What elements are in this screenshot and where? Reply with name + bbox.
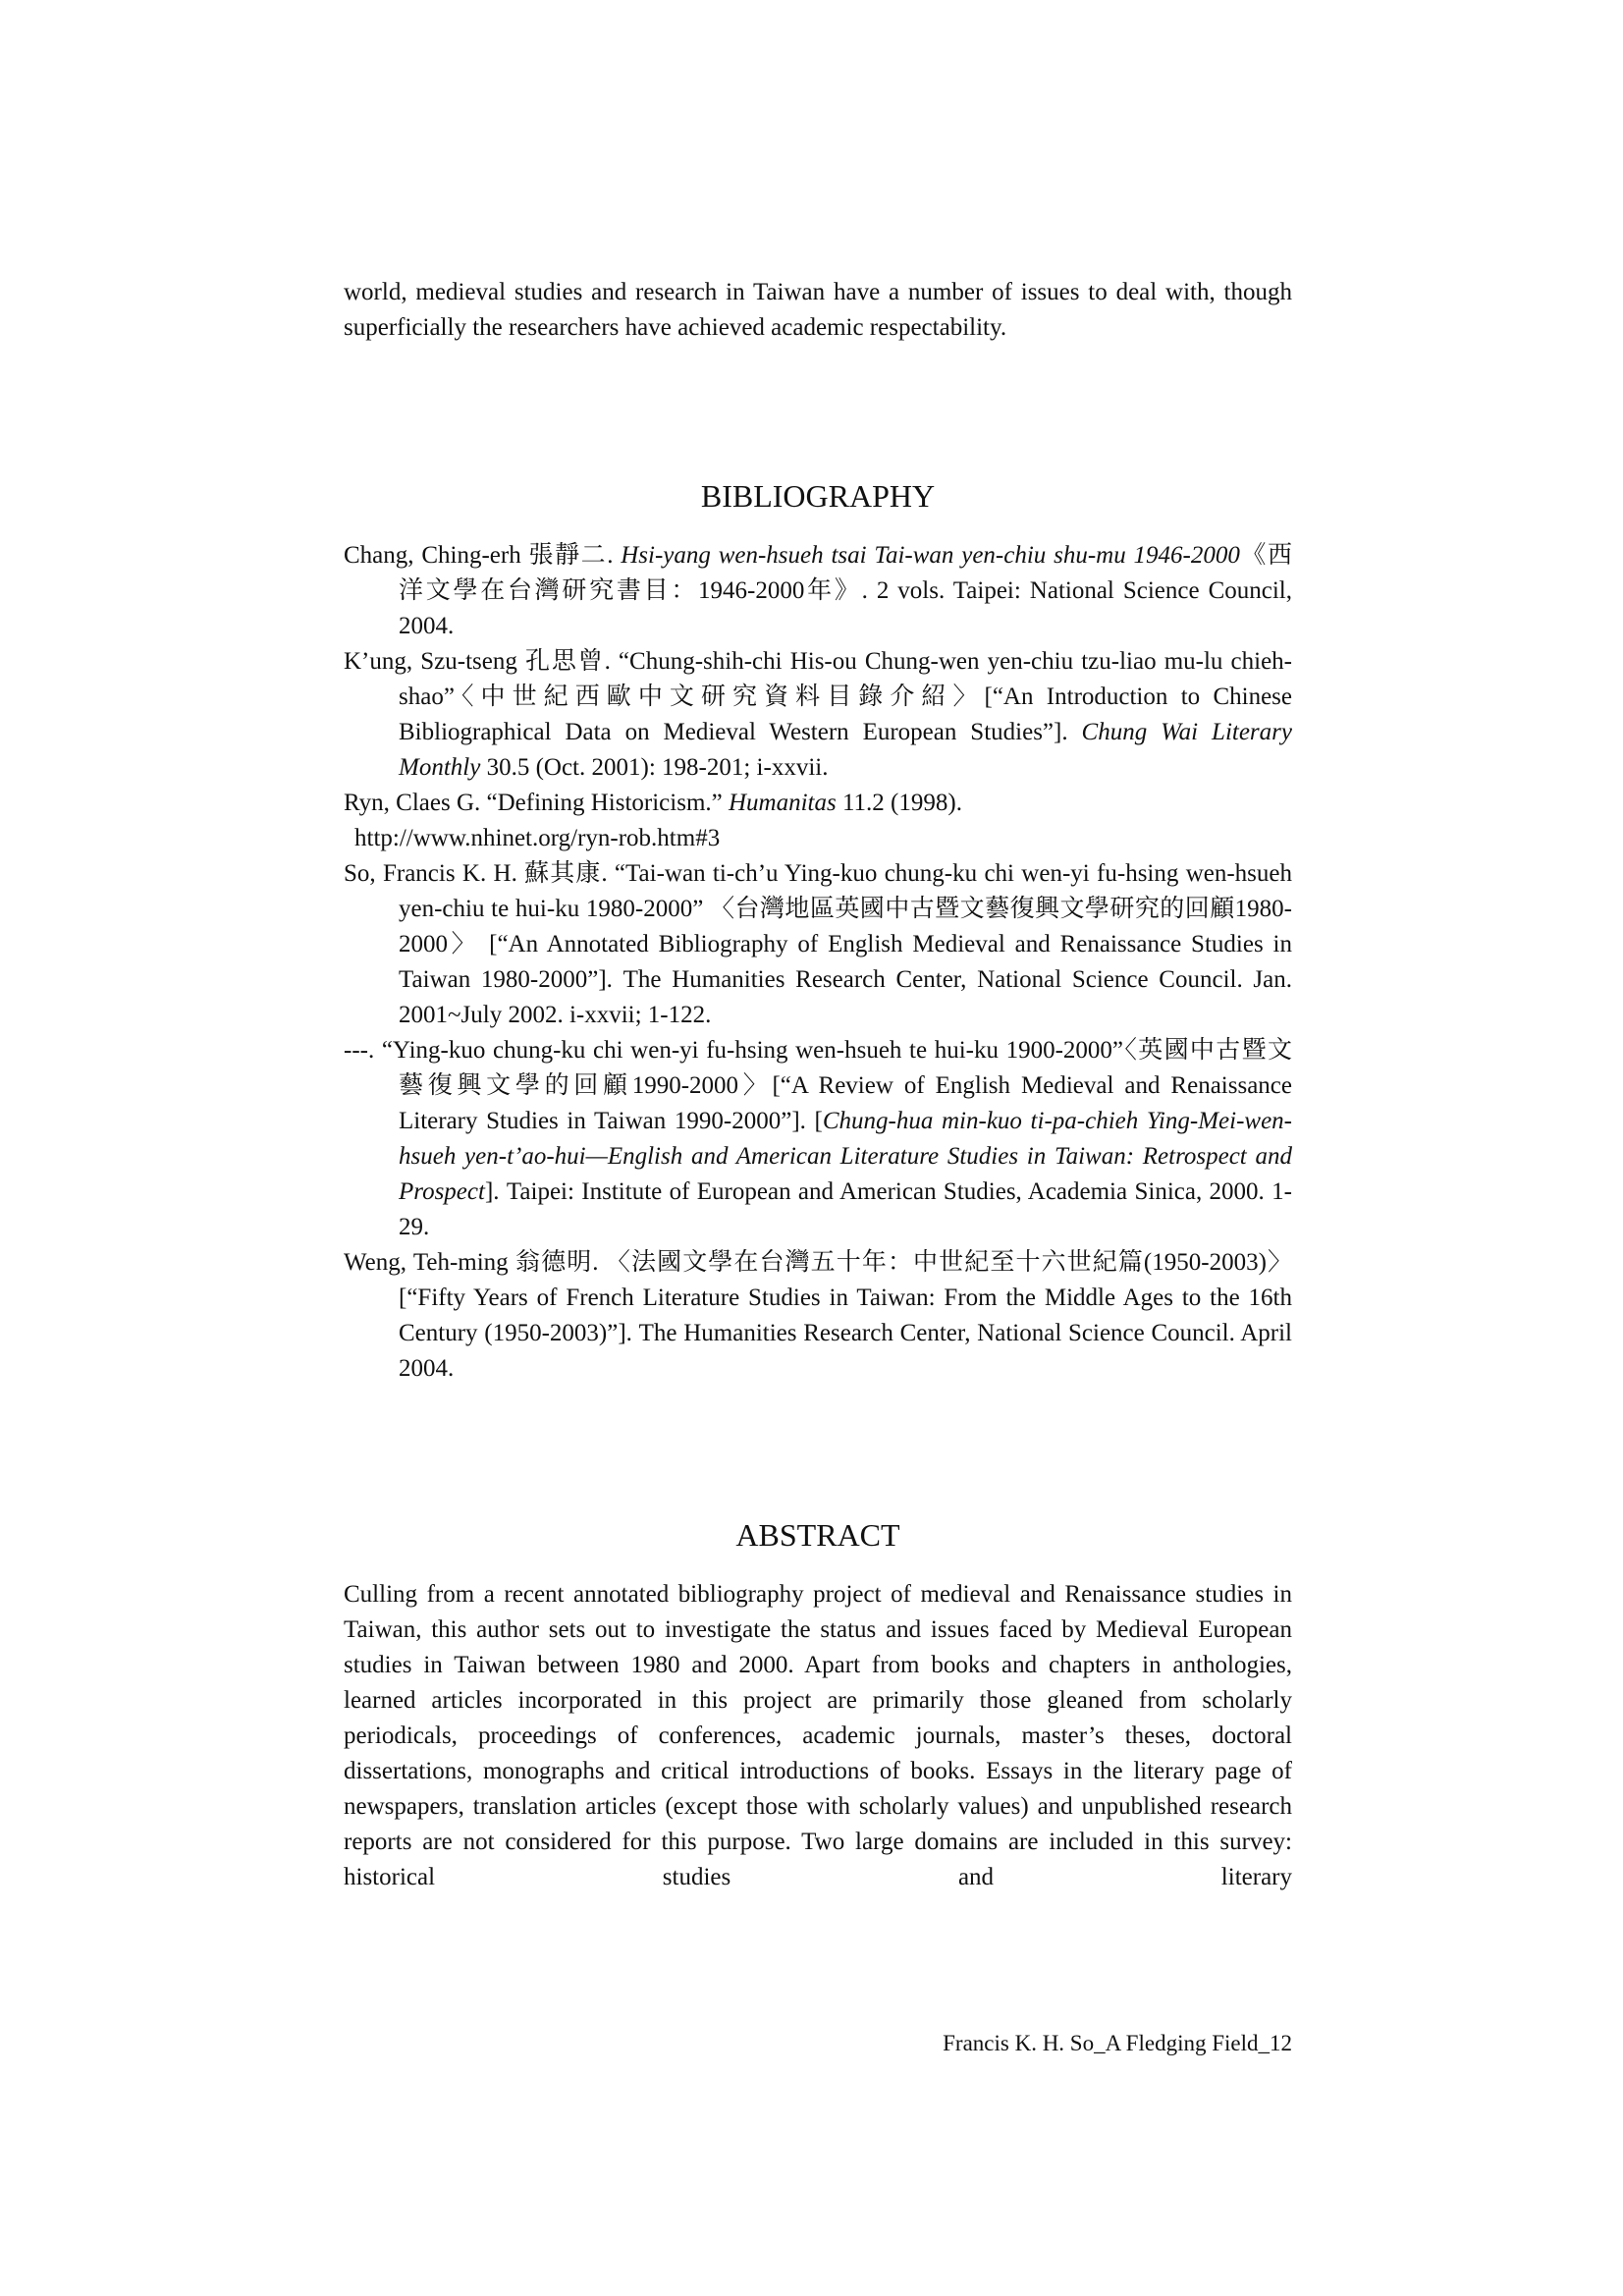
bibliography-entry bbox=[344, 538, 1292, 644]
entry-lead: So, Francis K. H. 蘇其康. “Tai-wan ti-ch’u Ying-kuo chung-ku chi wen-yi fu-hsing wen-hsueh yen-chiu te hui-ku 1980-2000” 〈台灣地區英國中古暨文藝復興文學研究的回顧1980-2000〉 [“An Annotated Bibliography of English Medieval and Renaissance Studies in Taiwan 1980-2000”]. The Humanities Research Center, National Science Council. Jan. 2001~July 2002. i-xxvii; 1-122. bbox=[344, 860, 1292, 1028]
entry-lead: Ryn, Claes G. “Defining Historicism.” bbox=[344, 790, 729, 816]
entry-lead: Weng, Teh-ming 翁德明. 〈法國文學在台灣五十年：中世紀至十六世紀篇(1950-2003)〉[“Fifty Years of French Literature Studies in Taiwan: From the Middle Ages to the 16th Century (1950-2003)”]. The Humanities Research Center, National Science Council. April 2004. bbox=[344, 1249, 1292, 1382]
bibliography-list bbox=[344, 538, 1292, 1387]
entry-url-link[interactable]: http://www.nhinet.org/ryn-rob.htm#3 bbox=[354, 825, 721, 851]
entry-title: Hsi-yang wen-hsueh tsai Tai-wan yen-chiu shu-mu 1946-2000 bbox=[621, 542, 1240, 569]
bibliography-entry bbox=[344, 644, 1292, 786]
entry-lead: K’ung, Szu-tseng 孔思曾. “Chung-shih-chi His-ou Chung-wen yen-chiu tzu-liao mu-lu chieh-shao”〈中世紀西歐中文研究資料目錄介紹〉[“An Introduction to Chinese Bibliographical Data on Medieval Western European Studies”]. bbox=[344, 648, 1292, 745]
bibliography-entry bbox=[344, 856, 1292, 1033]
abstract-heading: ABSTRACT bbox=[735, 1517, 900, 1553]
bibliography-entry bbox=[344, 786, 1292, 856]
entry-rest: 30.5 (Oct. 2001): 198-201; i-xxvii. bbox=[480, 754, 829, 781]
bibliography-heading: BIBLIOGRAPHY bbox=[700, 478, 936, 514]
bibliography-entry bbox=[344, 1033, 1292, 1245]
entry-title: Chung Wai Literary Monthly bbox=[399, 719, 1292, 781]
abstract-paragraph: Culling from a recent annotated bibliography project of medieval and Renaissance studies in Taiwan, this author sets out to investigate the status and issues faced by Medieval European studies in Taiwan between 1980 and 2000. Apart from books and chapters in anthologies, learned articles incorporated in this project are primarily those gleaned from scholarly periodicals, proceedings of conferences, academic journals, master’s theses, doctoral dissertations, monographs and critical introductions of books. Essays in the literary page of newspapers, translation articles (except those with scholarly values) and unpublished research reports are not considered for this purpose. Two large domains are included in this survey: historical studies and literary bbox=[344, 1581, 1292, 1890]
bibliography-entry bbox=[344, 1245, 1292, 1387]
page-footer: Francis K. H. So_A Fledging Field_12 bbox=[943, 2031, 1292, 2055]
entry-lead: Chang, Ching-erh 張靜二. bbox=[344, 542, 622, 569]
intro-paragraph: world, medieval studies and research in Taiwan have a number of issues to deal with, though superficially the researchers have achieved academic respectability. bbox=[344, 279, 1292, 341]
entry-title: Chung-hua min-kuo ti-pa-chieh Ying-Mei-wen-hsueh yen-t’ao-hui—English and American Literature Studies in Taiwan: Retrospect and Prospect bbox=[399, 1108, 1292, 1205]
entry-rest: ]. Taipei: Institute of European and American Studies, Academia Sinica, 2000. 1-29. bbox=[399, 1178, 1292, 1240]
page-body bbox=[344, 275, 1292, 1895]
entry-title: Humanitas bbox=[729, 790, 837, 816]
entry-rest: 11.2 (1998). bbox=[836, 790, 962, 816]
entry-rest: 《西洋文學在台灣研究書目：1946-2000年》. 2 vols. Taipei: National Science Council, 2004. bbox=[399, 542, 1292, 639]
entry-lead: ---. “Ying-kuo chung-ku chi wen-yi fu-hsing wen-hsueh te hui-ku 1900-2000”〈英國中古暨文藝復興文學的回顧1990-2000〉[“A Review of English Medieval and Renaissance Literary Studies in Taiwan 1990-2000”]. [ bbox=[344, 1037, 1292, 1134]
